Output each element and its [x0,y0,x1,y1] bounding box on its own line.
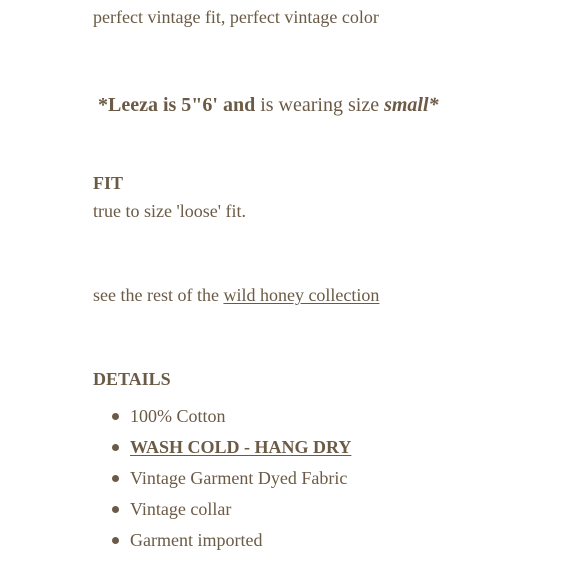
fit-heading: FIT [93,173,124,193]
model-size-value: small [384,94,429,116]
model-height-text: *Leeza is 5"6' and [98,94,256,116]
collection-prefix: see the rest of the [93,285,224,305]
bullet-icon [112,413,119,420]
detail-text: Vintage Garment Dyed Fabric [130,468,348,488]
intro-text: perfect vintage fit, perfect vintage color [93,7,379,27]
model-size-note [98,93,439,117]
model-wearing-text: is wearing size [255,94,385,116]
detail-text: Vintage collar [130,499,232,519]
details-heading: DETAILS [93,369,171,389]
bullet-icon [112,475,119,482]
fit-description: true to size 'loose' fit. [93,201,246,221]
bullet-icon [112,506,119,513]
collection-line [93,284,379,306]
bullet-icon [112,444,119,451]
collection-link[interactable]: wild honey collection [223,285,380,305]
care-instructions-link[interactable]: WASH COLD - HANG DRY [130,437,352,457]
bullet-icon [112,537,119,544]
model-note-suffix: * [428,94,439,116]
detail-text: Garment imported [130,530,263,550]
detail-text: 100% Cotton [130,406,226,426]
